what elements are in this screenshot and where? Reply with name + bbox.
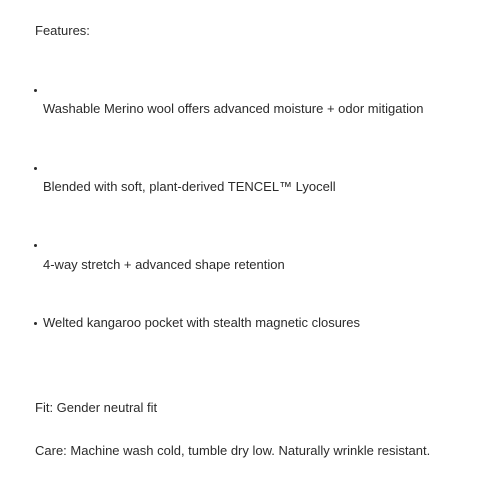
- fit-text: Fit: Gender neutral fit: [35, 400, 158, 415]
- feature-item: Welted kangaroo pocket with stealth magnetic closures: [43, 315, 360, 330]
- features-heading: Features:: [35, 23, 90, 38]
- bullet-icon: [34, 322, 37, 325]
- bullet-icon: [34, 89, 37, 92]
- feature-item: Blended with soft, plant-derived TENCEL™ Lyocell: [43, 179, 336, 194]
- feature-item: 4-way stretch + advanced shape retention: [43, 257, 285, 272]
- bullet-icon: [34, 167, 37, 170]
- feature-item: Washable Merino wool offers advanced moisture + odor mitigation: [43, 101, 424, 116]
- bullet-icon: [34, 244, 37, 247]
- care-text: Care: Machine wash cold, tumble dry low. Naturally wrinkle resistant.: [35, 443, 431, 458]
